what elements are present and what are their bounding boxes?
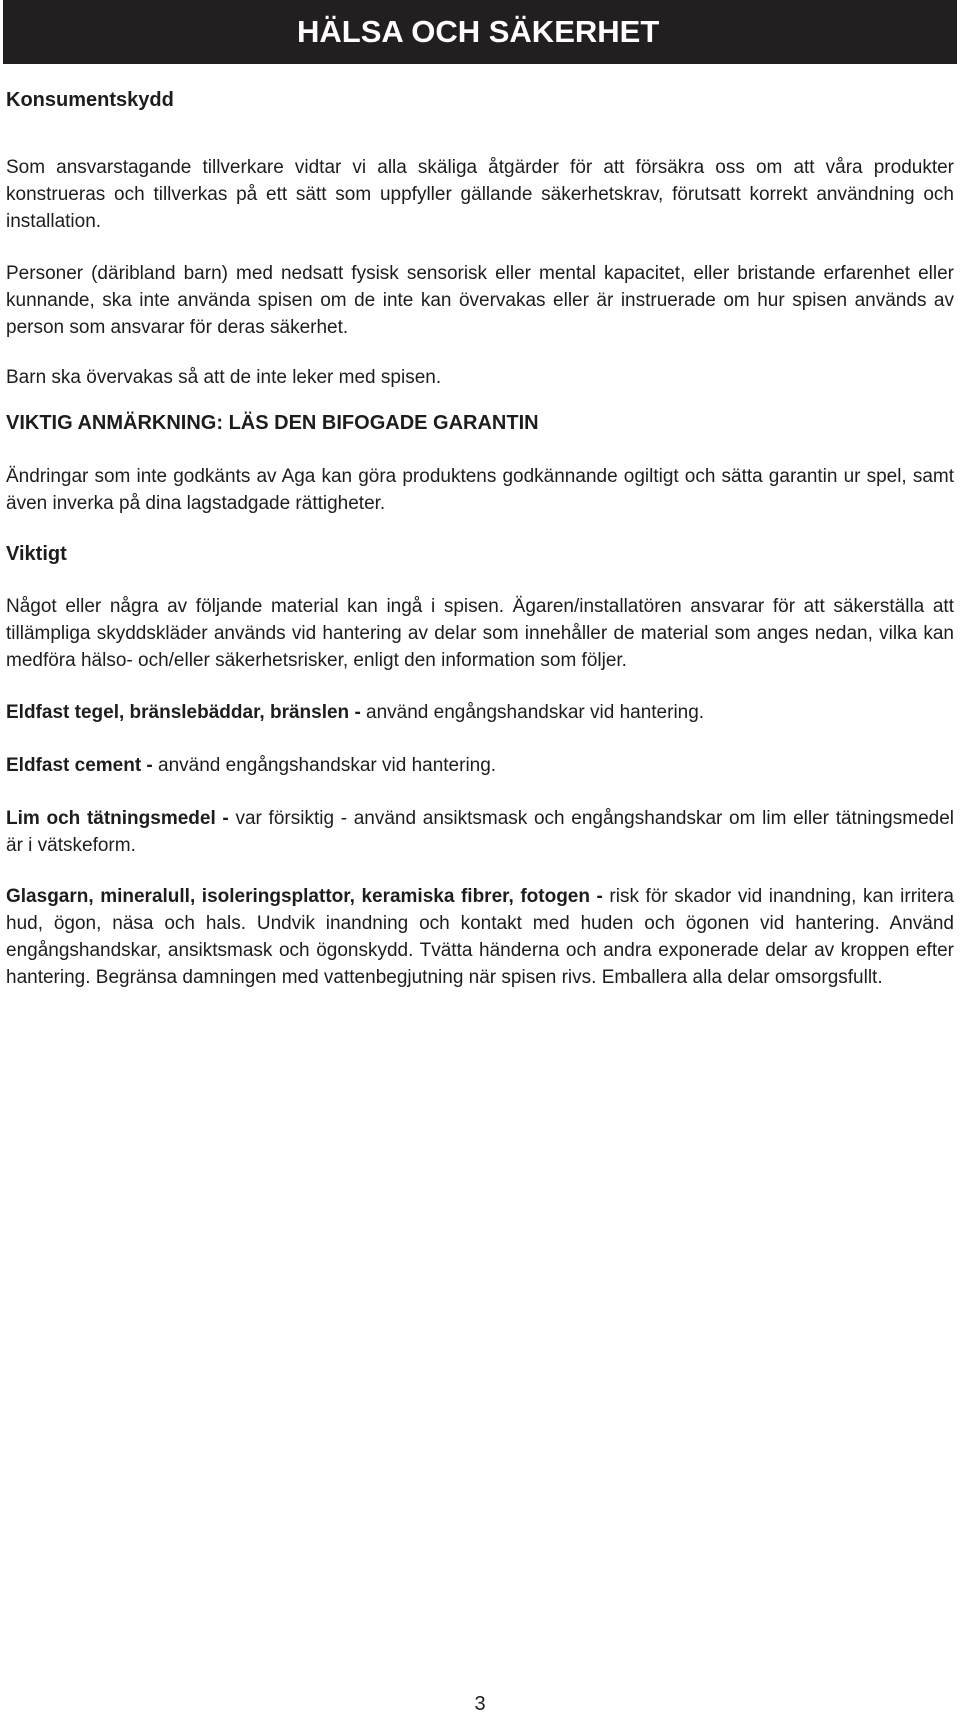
- document-body: [6, 87, 954, 991]
- paragraph-children-supervision: Barn ska övervakas så att de inte leker med spisen.: [6, 367, 442, 388]
- material-text: var försiktig - använd ansiktsmask och engångshandskar om lim eller tätningsmedel är i vätskeform.: [6, 808, 954, 856]
- paragraph-unauthorised-changes: Ändringar som inte godkänts av Aga kan göra produktens godkännande ogiltigt och sätta garantin ur spel, samt även inverka på dina lagstadgade rättigheter.: [6, 466, 954, 514]
- material-label: Glasgarn, mineralull, isoleringsplattor, keramiska fibrer, fotogen -: [6, 886, 603, 907]
- heading-viktigt: Viktigt: [6, 543, 67, 565]
- material-text: använd engångshandskar vid hantering.: [360, 702, 705, 723]
- paragraph-materials-intro: Något eller några av följande material kan ingå i spisen. Ägaren/installatören ansvarar för att säkerställa att tillämpliga skyddskläder används vid hantering av delar som innehåller de material som anges nedan, vilka kan medföra hälso- och/eller säkerhetsrisker, enligt den information som följer.: [6, 596, 954, 671]
- paragraph-persons: Personer (däribland barn) med nedsatt fysisk sensorisk eller mental kapacitet, eller bristande erfarenhet eller kunnande, ska inte använda spisen om de inte kan övervakas eller är instruerade om hur spisen används av person som ansvarar för deras säkerhet.: [6, 263, 954, 338]
- header-bar: [3, 0, 957, 64]
- material-item: [6, 699, 954, 726]
- material-item: [6, 883, 954, 991]
- material-text: risk för skador vid inandning, kan irritera hud, ögon, näsa och hals. Undvik inandning och kontakt med huden och ögonen vid hantering. Använd engångshandskar, ansiktsmask och ögonskydd. Tvätta händerna och andra exponerade delar av kroppen efter hantering. Begränsa damningen med vattenbegjutning när spisen rivs. Emballera alla delar omsorgsfullt.: [6, 886, 955, 988]
- paragraph-manufacturer: Som ansvarstagande tillverkare vidtar vi alla skäliga åtgärder för att försäkra oss om att våra produkter konstrueras och tillverkas på ett sätt som uppfyller gällande säkerhetskrav, förutsatt korrekt användning och installation.: [6, 157, 954, 232]
- heading-warranty-notice: VIKTIG ANMÄRKNING: LÄS DEN BIFOGADE GARANTIN: [6, 412, 539, 434]
- material-label: Lim och tätningsmedel -: [6, 808, 229, 829]
- heading-konsumentskydd: Konsumentskydd: [6, 89, 174, 111]
- page-number: 3: [474, 1693, 486, 1715]
- page-title: HÄLSA OCH SÄKERHET: [297, 14, 660, 49]
- material-label: Eldfast tegel, bränslebäddar, bränslen -: [6, 702, 361, 723]
- material-text: använd engångshandskar vid hantering.: [152, 755, 497, 776]
- material-label: Eldfast cement -: [6, 755, 153, 776]
- material-item: [6, 805, 954, 859]
- material-item: [6, 752, 954, 779]
